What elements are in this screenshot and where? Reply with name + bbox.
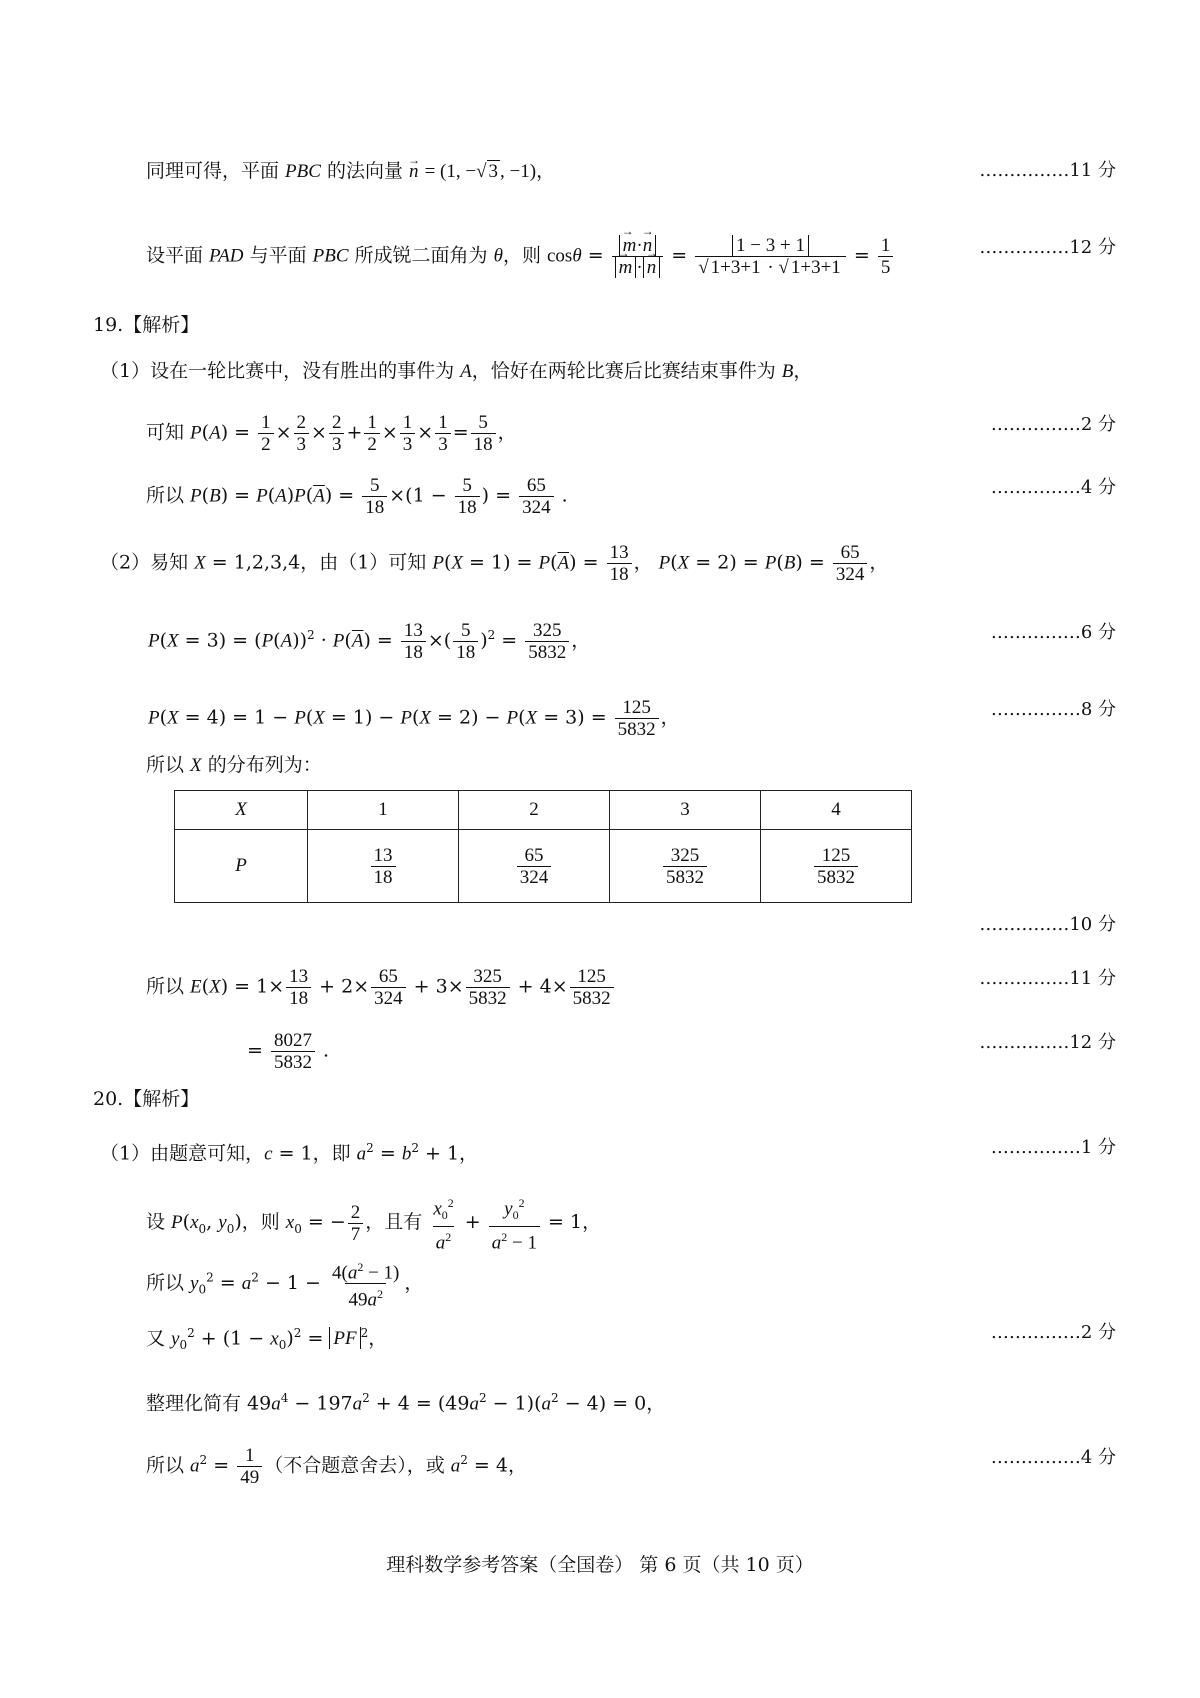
score-marker: ……………11 分 <box>979 160 1116 181</box>
table-header-cell: 2 <box>459 791 610 830</box>
text-line-cos-theta: 设平面 PAD 与平面 PBC 所成锐二面角为 θ，则 cosθ = → m·→ n → m · → n = $\frac{1 - 3 + 1}{√ 1+3+1 \cdot √ 1+3+1}$ = $\frac{1}{5}$ <box>146 235 895 278</box>
question-19-heading: 19.【解析】 <box>93 314 200 336</box>
table-header-cell: 4 <box>761 791 912 830</box>
q20-part1-line1: （1）由题意可知，c = 1，即 $a^2 = b^2 + 1$， <box>100 1141 479 1165</box>
score-marker: ……………12 分 <box>979 1032 1116 1053</box>
score-marker: ……………2 分 <box>990 414 1116 435</box>
q19-dist-intro: 所以 X 的分布列为： <box>146 754 322 776</box>
q19-part1-line1: 可知 P(A) = $\frac{1}{2}$ × $\frac{2}{3}$ × $\frac{2}{3}$ + $\frac{1}{2}$ × $\frac{1}{3}$ × $\frac{1}{3}$ = $\frac{5}{18}$ ， <box>146 412 517 455</box>
score-marker: ……………12 分 <box>979 237 1116 258</box>
table-cell-p4: $\frac{125}{5832}$ <box>761 830 912 903</box>
q19-part2-line2: $P(X = 3) = (P(A))^2 \cdot P(\overline{A})$ = $\frac{13}{18}$ ×( $\frac{5}{18}$ )$^2$ = $\frac{325}{5832}$ ， <box>148 620 591 663</box>
question-20-heading: 20.【解析】 <box>93 1088 200 1110</box>
score-marker: ……………8 分 <box>990 699 1116 720</box>
q20-part1-line3: 所以 $y_0^2 = a^2 - 1$ − $\frac{4(a^2 - 1)}{49a^2}$ ， <box>146 1260 424 1311</box>
q20-part1-line6: 所以 $a^2$ = $\frac{1}{49}$ （不合题意舍去），或 $a^2 = 4$， <box>146 1445 527 1488</box>
distribution-table <box>174 790 912 903</box>
page-footer: 理科数学参考答案（全国卷） 第 6 页（共 10 页） <box>386 1554 814 1576</box>
table-cell-p2: $\frac{65}{324}$ <box>459 830 610 903</box>
q19-part1-line2: 所以 $P(B) = P(A)P(\overline{A})$ = $\frac{5}{18}$ ×(1 − $\frac{5}{18}$ ) = $\frac{65}{324}$ . <box>146 475 568 518</box>
q19-expectation-line1: 所以 E(X) = 1× $\frac{13}{18}$ + 2× $\frac{65}{324}$ + 3× $\frac{325}{5832}$ + 4× $\frac{125}{5832}$ <box>146 966 616 1009</box>
q20-part1-line2: 设 $P(x_0$, $y_0$)，则 $x_0$ = − $\frac{2}{7}$ ，且有 $\frac{x_0^2}{a^2}$ + $\frac{y_0^2}{a^2 - 1}$ = 1， <box>146 1196 602 1254</box>
table-row-label: P <box>175 830 308 903</box>
q19-expectation-line2: = $\frac{8027}{5832}$ . <box>247 1030 330 1073</box>
table-header-cell: X <box>175 791 308 830</box>
q19-part1-intro: （1）设在一轮比赛中，没有胜出的事件为 A，恰好在两轮比赛后比赛结束事件为 B， <box>100 360 813 382</box>
score-marker: ……………4 分 <box>990 477 1116 498</box>
table-header-cell: 1 <box>308 791 459 830</box>
table-cell-p1: $\frac{13}{18}$ <box>308 830 459 903</box>
score-marker: ……………11 分 <box>979 968 1116 989</box>
q20-part1-line4: 又 $y_0^2 + (1 - x_0)^2$ = PF $^2$， <box>146 1326 388 1353</box>
score-marker: ……………1 分 <box>990 1137 1116 1158</box>
q19-part2-line1: （2）易知 X = 1,2,3,4，由（1）可知 $P(X = 1) = P(\overline{A})$ = $\frac{13}{18}$ ， P(X = 2) = P(B) = $\frac{65}{324}$ ， <box>100 542 889 585</box>
q19-part2-line3: P(X = 4) = 1 − P(X = 1) − P(X = 2) − P(X = 3) = $\frac{125}{5832}$ ， <box>148 697 680 740</box>
score-marker: ……………4 分 <box>990 1447 1116 1468</box>
table-header-cell: 3 <box>610 791 761 830</box>
score-marker: ……………10 分 <box>979 914 1116 935</box>
score-marker: ……………2 分 <box>990 1322 1116 1343</box>
table-cell-p3: $\frac{325}{5832}$ <box>610 830 761 903</box>
q20-part1-line5: 整理化简有 $49a^4 - 197a^2 + 4 = (49a^2 - 1)(a^2 - 4) = 0$， <box>146 1391 666 1415</box>
score-marker: ……………6 分 <box>990 622 1116 643</box>
text-line-plane-pbc-normal: 同理可得，平面 PBC 的法向量 → n = (1, −√ 3 , −1)， <box>146 158 555 185</box>
